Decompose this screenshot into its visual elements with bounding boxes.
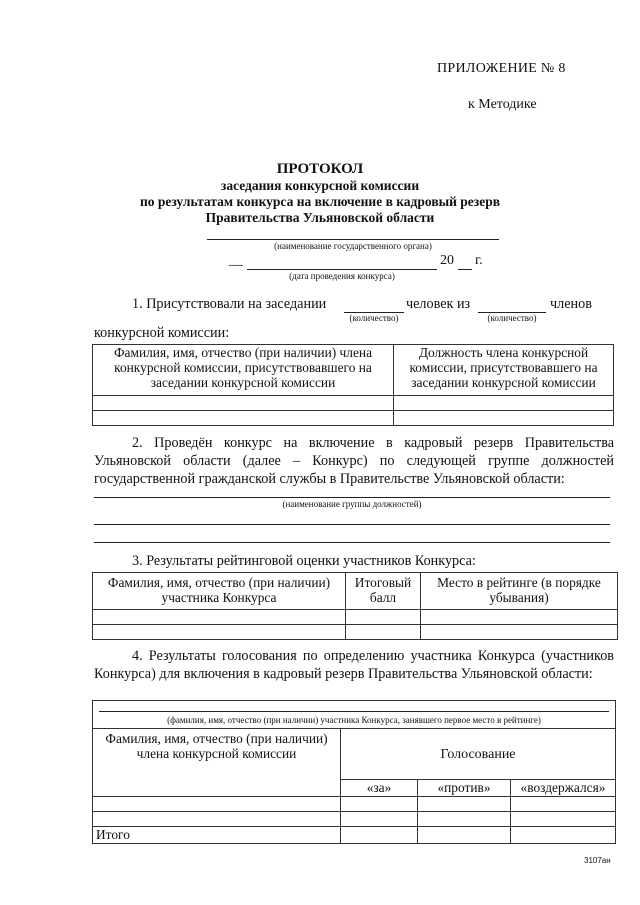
winner-name-line — [99, 710, 609, 712]
table-cell — [341, 827, 418, 844]
title-line3: Правительства Ульяновской области — [205, 210, 435, 225]
appendix-reference: к Методике — [468, 97, 537, 112]
col-vote-for: «за» — [341, 780, 418, 797]
table-cell — [511, 797, 616, 812]
appendix-number: ПРИЛОЖЕНИЕ № 8 — [437, 61, 566, 76]
section4-text: 4. Результаты голосования по определению участника Конкурса (участников Конкурса) для включения в кадровый резерв Правительства Ульяновской области: — [94, 648, 614, 682]
table-row — [93, 610, 618, 625]
col-member-name: Фамилия, имя, отчество (при наличии) члена конкурсной комиссии, присутствовавшего на заседании конкурсной комиссии — [93, 345, 394, 396]
table-cell — [93, 812, 341, 827]
table-cell — [93, 610, 346, 625]
col-vote-against: «против» — [418, 780, 511, 797]
col-total-score: Итоговый балл — [346, 573, 421, 610]
table-cell — [418, 812, 511, 827]
table-cell — [418, 827, 511, 844]
title-line1: заседания конкурсной комиссии — [220, 178, 420, 193]
table-cell — [341, 812, 418, 827]
table-cell — [394, 396, 614, 411]
gov-body-caption: (наименование государственного органа) — [274, 241, 432, 251]
table-row — [93, 827, 616, 844]
table-row — [93, 396, 614, 411]
position-group-line-2 — [94, 523, 610, 525]
section2-text: 2. Проведён конкурс на включение в кадровый резерв Правительства Ульяновской области (далее – Конкурс) по следующей группе должностей государственной гражданской службы в Правительстве Ульяновской области: — [94, 435, 614, 487]
table-cell — [511, 812, 616, 827]
col-member-position: Должность члена конкурсной комиссии, присутствовавшего на заседании конкурсной комиссии — [394, 345, 614, 396]
table-cell — [394, 411, 614, 426]
title-main: ПРОТОКОЛ — [276, 161, 364, 177]
table-cell — [421, 610, 618, 625]
attendance-table — [92, 344, 614, 426]
date-caption: (дата проведения конкурса) — [289, 271, 395, 281]
table-row — [93, 573, 618, 610]
total-label: Итого — [93, 827, 341, 844]
col-voting: Голосование — [341, 729, 616, 780]
table-cell — [93, 411, 394, 426]
section1-text-a: 1. Присутствовали на заседании — [132, 296, 327, 312]
date-line — [247, 268, 437, 270]
section1-text-b: человек из — [406, 296, 471, 312]
col-participant-name: Фамилия, имя, отчество (при наличии) участника Конкурса — [93, 573, 346, 610]
col-vote-abstain: «воздержался» — [511, 780, 616, 797]
gov-body-line — [207, 238, 499, 240]
table-cell — [511, 827, 616, 844]
table-row — [93, 345, 614, 396]
table-cell — [341, 797, 418, 812]
winner-name-caption: (фамилия, имя, отчество (при наличии) участника Конкурса, занявшего первое место в рейтинге) — [167, 715, 541, 725]
table-cell — [93, 625, 346, 640]
section1-text-c: членов — [550, 296, 592, 312]
position-group-line-3 — [94, 541, 610, 543]
table-row — [93, 411, 614, 426]
winner-name-cell — [93, 701, 616, 729]
voting-table — [92, 700, 616, 844]
table-cell — [346, 625, 421, 640]
table-row — [93, 701, 616, 729]
section3-text: 3. Результаты рейтинговой оценки участников Конкурса: — [132, 553, 476, 569]
col-commission-member: Фамилия, имя, отчество (при наличии) члена конкурсной комиссии — [93, 729, 341, 797]
date-prefix: __ — [229, 253, 243, 268]
section1-text-d: конкурсной комиссии: — [94, 325, 230, 341]
qty-caption-1: (количество) — [349, 313, 399, 323]
position-group-line — [94, 496, 610, 498]
table-cell — [421, 625, 618, 640]
document-code: 3107ан — [584, 856, 611, 865]
date-year: 20 — [440, 253, 454, 268]
table-row — [93, 812, 616, 827]
position-group-caption: (наименование группы должностей) — [282, 499, 422, 509]
table-cell — [93, 396, 394, 411]
table-row — [93, 729, 616, 780]
document-title — [0, 160, 640, 226]
col-rating-place: Место в рейтинге (в порядке убывания) — [421, 573, 618, 610]
table-cell — [418, 797, 511, 812]
date-year-line — [458, 268, 472, 270]
date-suffix: г. — [475, 253, 483, 268]
table-row — [93, 625, 618, 640]
table-cell — [346, 610, 421, 625]
qty-caption-2: (количество) — [487, 313, 537, 323]
table-cell — [93, 797, 341, 812]
rating-table — [92, 572, 618, 640]
title-line2: по результатам конкурса на включение в кадровый резерв — [139, 194, 501, 209]
table-row — [93, 797, 616, 812]
